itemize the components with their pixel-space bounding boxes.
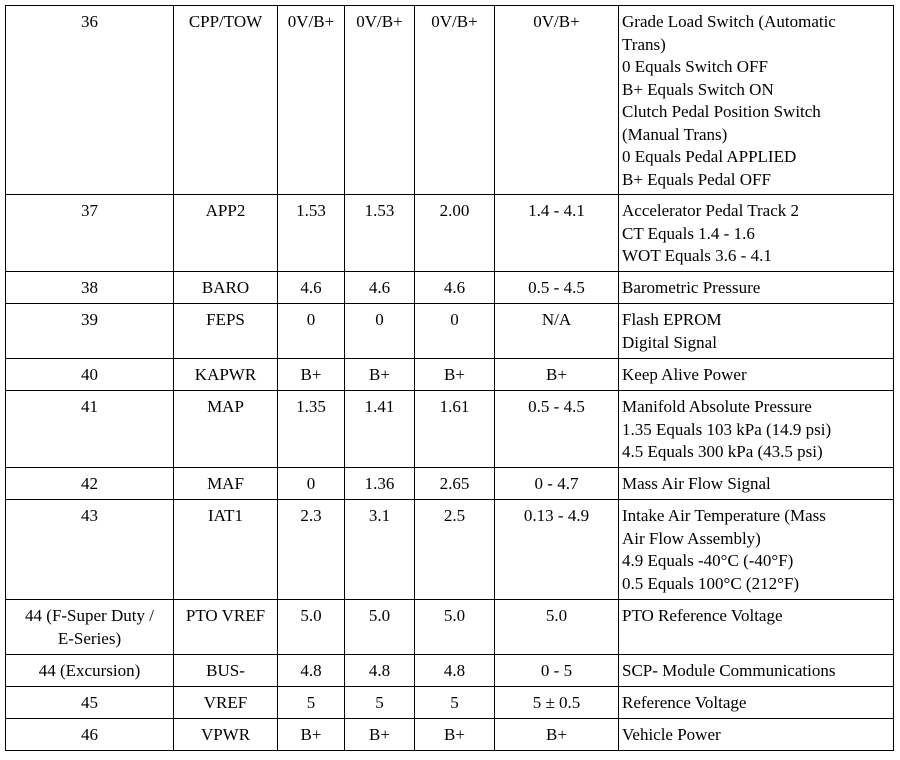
range-cell: B+ bbox=[495, 719, 619, 751]
pin-cell: 43 bbox=[6, 500, 174, 600]
pin-table bbox=[5, 5, 894, 751]
value-2-cell: 4.8 bbox=[345, 655, 415, 687]
description-line: Reference Voltage bbox=[622, 693, 747, 712]
range-cell: 5 ± 0.5 bbox=[495, 687, 619, 719]
value-1-cell: 4.6 bbox=[278, 272, 345, 304]
pin-cell: 40 bbox=[6, 359, 174, 391]
value-3-cell: 0V/B+ bbox=[415, 6, 495, 195]
signal-cell: MAP bbox=[174, 391, 278, 468]
pin-cell: 44 (Excursion) bbox=[6, 655, 174, 687]
description-line: Vehicle Power bbox=[622, 725, 721, 744]
signal-cell: VREF bbox=[174, 687, 278, 719]
pin-cell bbox=[6, 600, 174, 655]
description-line: Keep Alive Power bbox=[622, 365, 747, 384]
pin-line: E-Series) bbox=[57, 628, 122, 648]
value-2-cell: B+ bbox=[345, 359, 415, 391]
description-line: Trans) bbox=[622, 34, 666, 54]
table-row bbox=[6, 500, 894, 600]
description-cell bbox=[619, 600, 894, 655]
range-cell: 0 - 5 bbox=[495, 655, 619, 687]
table-row bbox=[6, 600, 894, 655]
value-1-cell: 5 bbox=[278, 687, 345, 719]
range-cell: 1.4 - 4.1 bbox=[495, 195, 619, 272]
value-2-cell: 1.36 bbox=[345, 468, 415, 500]
description-line: Mass Air Flow Signal bbox=[622, 474, 771, 493]
value-3-cell: 5.0 bbox=[415, 600, 495, 655]
description-line: Digital Signal bbox=[622, 332, 717, 352]
value-3-cell: B+ bbox=[415, 359, 495, 391]
value-3-cell: 5 bbox=[415, 687, 495, 719]
description-line: 0 Equals Switch OFF bbox=[622, 57, 768, 76]
description-line: Manifold Absolute Pressure bbox=[622, 397, 812, 416]
value-1-cell: B+ bbox=[278, 359, 345, 391]
signal-cell: BUS- bbox=[174, 655, 278, 687]
table-row bbox=[6, 391, 894, 468]
description-line: WOT Equals 3.6 - 4.1 bbox=[622, 246, 772, 265]
description-cell bbox=[619, 655, 894, 687]
value-1-cell: 4.8 bbox=[278, 655, 345, 687]
signal-cell: CPP/TOW bbox=[174, 6, 278, 195]
value-3-cell: B+ bbox=[415, 719, 495, 751]
description-cell bbox=[619, 719, 894, 751]
description-line: B+ Equals Switch ON bbox=[622, 79, 774, 99]
value-3-cell: 0 bbox=[415, 304, 495, 359]
pin-line: 44 (F-Super Duty / bbox=[25, 606, 154, 625]
table-row bbox=[6, 719, 894, 751]
description-cell bbox=[619, 195, 894, 272]
value-3-cell: 1.61 bbox=[415, 391, 495, 468]
value-2-cell: 4.6 bbox=[345, 272, 415, 304]
description-cell bbox=[619, 500, 894, 600]
pin-cell: 42 bbox=[6, 468, 174, 500]
value-1-cell: B+ bbox=[278, 719, 345, 751]
description-line: 4.9 Equals -40°C (-40°F) bbox=[622, 551, 794, 570]
range-cell: N/A bbox=[495, 304, 619, 359]
value-3-cell: 4.8 bbox=[415, 655, 495, 687]
value-3-cell: 2.65 bbox=[415, 468, 495, 500]
value-1-cell: 2.3 bbox=[278, 500, 345, 600]
description-cell bbox=[619, 687, 894, 719]
description-line: Flash EPROM bbox=[622, 310, 722, 329]
description-line: (Manual Trans) bbox=[622, 124, 728, 144]
description-line: SCP- Module Communications bbox=[622, 661, 836, 680]
value-2-cell: 5 bbox=[345, 687, 415, 719]
description-line: Accelerator Pedal Track 2 bbox=[622, 201, 800, 220]
signal-cell: VPWR bbox=[174, 719, 278, 751]
value-1-cell: 0 bbox=[278, 468, 345, 500]
signal-cell: PTO VREF bbox=[174, 600, 278, 655]
pin-cell: 41 bbox=[6, 391, 174, 468]
value-2-cell: 1.41 bbox=[345, 391, 415, 468]
table-row bbox=[6, 468, 894, 500]
signal-cell: APP2 bbox=[174, 195, 278, 272]
pin-cell: 45 bbox=[6, 687, 174, 719]
description-cell bbox=[619, 6, 894, 195]
range-cell: 0 - 4.7 bbox=[495, 468, 619, 500]
table-row bbox=[6, 359, 894, 391]
description-line: Barometric Pressure bbox=[622, 278, 761, 297]
range-cell: 0.5 - 4.5 bbox=[495, 391, 619, 468]
range-cell: 0V/B+ bbox=[495, 6, 619, 195]
description-line: B+ Equals Pedal OFF bbox=[622, 169, 771, 189]
description-line: Grade Load Switch (Automatic bbox=[622, 12, 836, 31]
description-line: 1.35 Equals 103 kPa (14.9 psi) bbox=[622, 419, 832, 439]
description-cell bbox=[619, 391, 894, 468]
value-2-cell: 5.0 bbox=[345, 600, 415, 655]
range-cell: 0.13 - 4.9 bbox=[495, 500, 619, 600]
description-line: PTO Reference Voltage bbox=[622, 606, 783, 625]
table-row bbox=[6, 272, 894, 304]
description-line: Clutch Pedal Position Switch bbox=[622, 102, 821, 121]
pin-cell: 46 bbox=[6, 719, 174, 751]
range-cell: 5.0 bbox=[495, 600, 619, 655]
description-line: 0 Equals Pedal APPLIED bbox=[622, 147, 797, 166]
description-line: 0.5 Equals 100°C (212°F) bbox=[622, 573, 799, 593]
value-2-cell: 3.1 bbox=[345, 500, 415, 600]
description-cell bbox=[619, 304, 894, 359]
description-cell bbox=[619, 359, 894, 391]
description-line: Intake Air Temperature (Mass bbox=[622, 506, 826, 525]
value-3-cell: 2.00 bbox=[415, 195, 495, 272]
pin-cell: 38 bbox=[6, 272, 174, 304]
pin-cell: 37 bbox=[6, 195, 174, 272]
table-row bbox=[6, 655, 894, 687]
value-1-cell: 0V/B+ bbox=[278, 6, 345, 195]
table-row bbox=[6, 6, 894, 195]
value-1-cell: 1.53 bbox=[278, 195, 345, 272]
signal-cell: BARO bbox=[174, 272, 278, 304]
signal-cell: FEPS bbox=[174, 304, 278, 359]
value-2-cell: B+ bbox=[345, 719, 415, 751]
description-line: CT Equals 1.4 - 1.6 bbox=[622, 223, 755, 243]
pin-cell: 36 bbox=[6, 6, 174, 195]
range-cell: B+ bbox=[495, 359, 619, 391]
table-row bbox=[6, 195, 894, 272]
value-3-cell: 4.6 bbox=[415, 272, 495, 304]
value-1-cell: 1.35 bbox=[278, 391, 345, 468]
value-2-cell: 0 bbox=[345, 304, 415, 359]
table-row bbox=[6, 687, 894, 719]
value-1-cell: 5.0 bbox=[278, 600, 345, 655]
table-row bbox=[6, 304, 894, 359]
range-cell: 0.5 - 4.5 bbox=[495, 272, 619, 304]
signal-cell: KAPWR bbox=[174, 359, 278, 391]
signal-cell: IAT1 bbox=[174, 500, 278, 600]
description-line: 4.5 Equals 300 kPa (43.5 psi) bbox=[622, 442, 823, 461]
description-cell bbox=[619, 272, 894, 304]
signal-cell: MAF bbox=[174, 468, 278, 500]
value-2-cell: 0V/B+ bbox=[345, 6, 415, 195]
value-2-cell: 1.53 bbox=[345, 195, 415, 272]
description-line: Air Flow Assembly) bbox=[622, 528, 761, 548]
value-1-cell: 0 bbox=[278, 304, 345, 359]
value-3-cell: 2.5 bbox=[415, 500, 495, 600]
table-body bbox=[6, 6, 894, 751]
pin-cell: 39 bbox=[6, 304, 174, 359]
description-cell bbox=[619, 468, 894, 500]
